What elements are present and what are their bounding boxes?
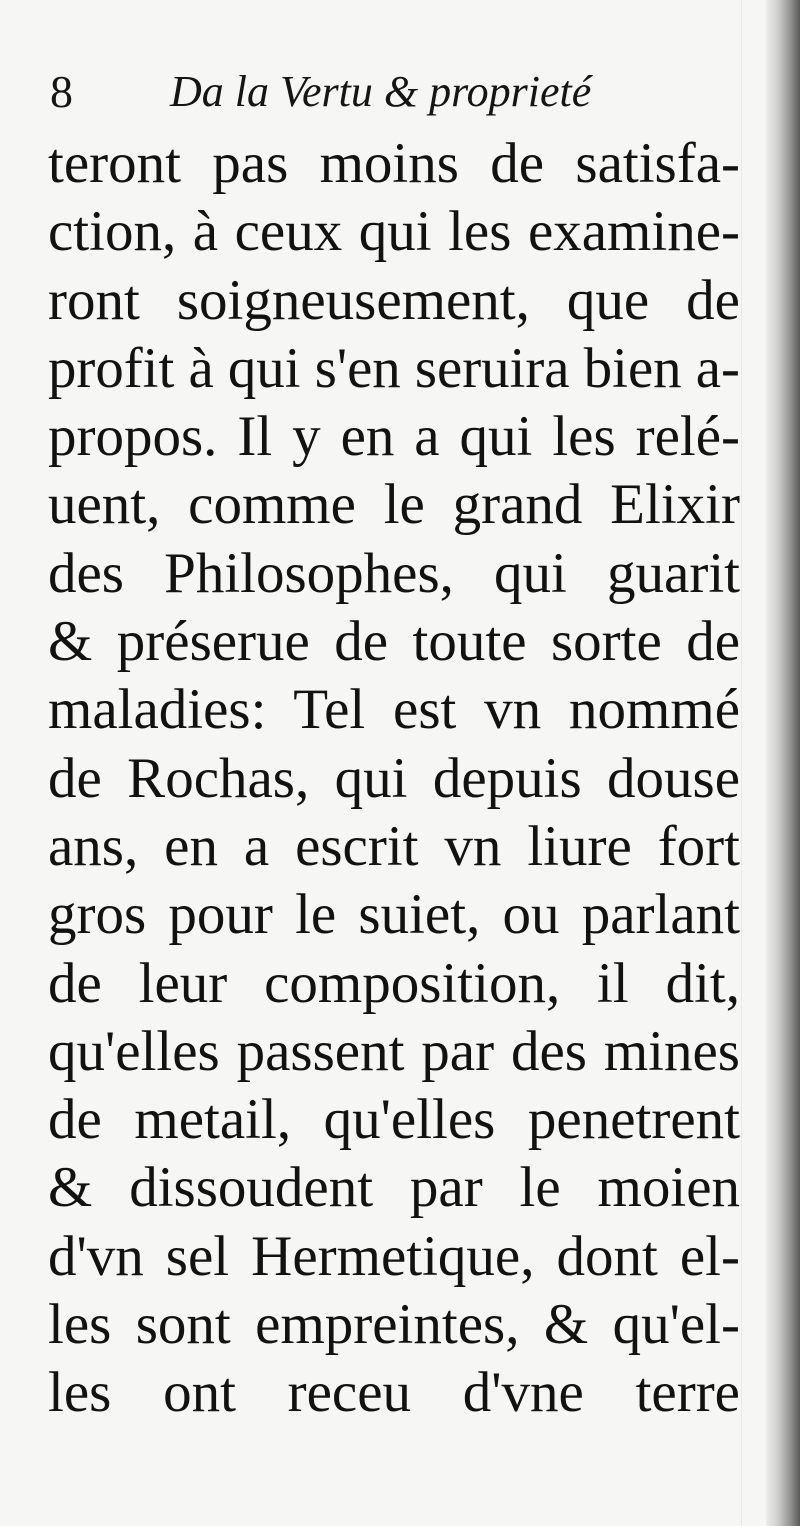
text-line: les sont empreintes, & qu'el- [48, 1293, 740, 1357]
text-line: ront soigneusement, que de [48, 268, 740, 332]
text-line: & dissoudent par le moien [48, 1156, 740, 1220]
text-line: ction, à ceux qui les examine- [48, 200, 740, 264]
text-line: qu'elles passent par des mines [48, 1019, 740, 1083]
text-line: teront pas moins de satisfa- [48, 132, 740, 195]
binding-edge [766, 0, 800, 1526]
text-line: maladies: Tel est vn nommé [48, 678, 740, 742]
text-line: de Rochas, qui depuis douse [48, 746, 740, 810]
text-line: de metail, qu'elles penetrent [48, 1088, 740, 1152]
text-line: uent, comme le grand Elixir [48, 473, 740, 537]
text-line: de leur composition, il dit, [48, 951, 740, 1015]
text-line: les ont receu d'vne terre [48, 1361, 740, 1425]
body-text [48, 130, 740, 1428]
text-line: des Philosophes, qui guarit [48, 541, 740, 605]
page-header [50, 62, 650, 122]
running-head: Da la Vertu & proprieté [170, 67, 592, 116]
text-line: profit à qui s'en seruira bien a- [48, 336, 740, 400]
text-line: d'vn sel Hermetique, dont el- [48, 1224, 740, 1288]
page-crease [741, 0, 742, 1526]
page-number: 8 [50, 66, 73, 117]
text-line: & préserue de toute sorte de [48, 610, 740, 674]
text-line: propos. Il y en a qui les relé- [48, 405, 740, 469]
text-line: ans, en a escrit vn liure fort [48, 814, 740, 878]
text-line: gros pour le suiet, ou parlant [48, 883, 740, 947]
